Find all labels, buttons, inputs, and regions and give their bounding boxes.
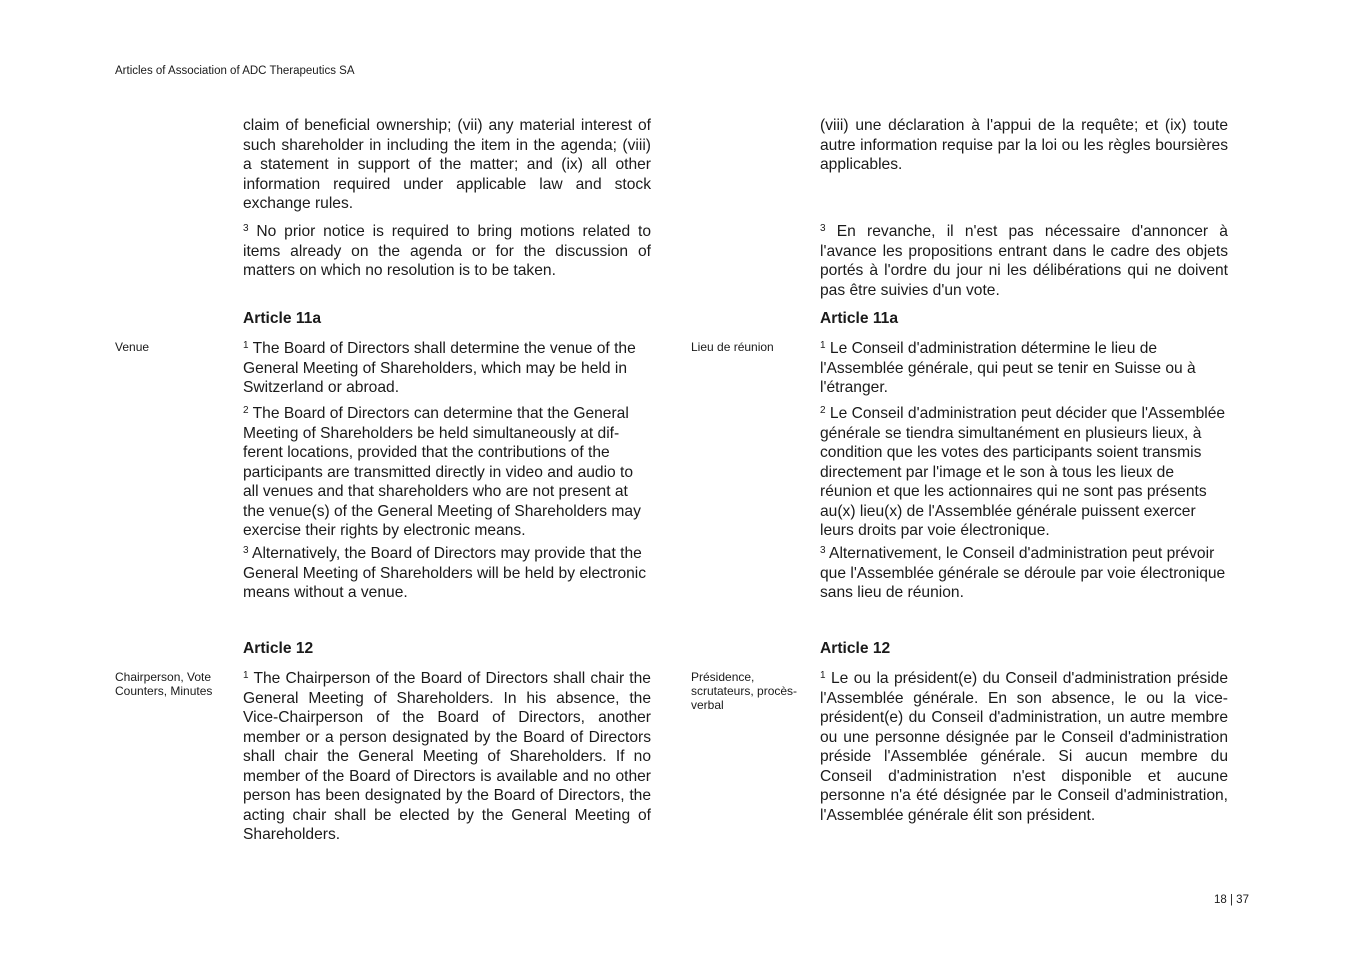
- fr-margin-note-lieu: Lieu de réunion: [691, 340, 774, 354]
- en-margin-note-chairperson: Chairperson, Vote Counters, Minutes: [115, 670, 213, 698]
- en-paragraph-3: [243, 222, 651, 281]
- paragraph-number: 2: [820, 405, 826, 416]
- paragraph-number: 3: [820, 545, 826, 556]
- fr-art11a-paragraph-1: [820, 339, 1228, 398]
- fr-paragraph-3: [820, 222, 1228, 300]
- paragraph-text: Alternatively, the Board of Directors may provide that the General Meeting of Shareholders will be held by electronic means without a venue.: [243, 545, 647, 601]
- en-art11a-paragraph-2: [243, 404, 651, 541]
- paragraph-number: 2: [243, 405, 249, 416]
- paragraph-text: En revanche, il n'est pas nécessaire d'annoncer à l'avance les propositions entrant dans le cadre des objets portés à l'ordre du jour ni les délibérations qui ne doivent pas être suivies d'un vote.: [820, 223, 1228, 299]
- paragraph-text: Alternativement, le Conseil d'administration peut prévoir que l'Assemblée générale se déroule par voie électronique sans lieu de réunion.: [820, 545, 1226, 601]
- paragraph-number: 1: [820, 670, 826, 681]
- paragraph-text: No prior notice is required to bring motions related to items already on the agenda or for the discussion of matters on which no resolution is to be taken.: [243, 223, 651, 279]
- fr-continuation-paragraph: (viii) une déclaration à l'appui de la requête; et (ix) toute autre information requise par la loi ou les règles boursières applicables.: [820, 117, 1228, 173]
- paragraph-text: The Board of Directors can determine that the General Meeting of Shareholders be held simultaneously at different locations, provided that the contributions of the participants are transmitted directly in video and audio to all venues and that shareholders who are not present at the venue(s) of the General Meeting of Shareholders may exercise their rights by electronic means.: [243, 405, 641, 539]
- document-header: Articles of Association of ADC Therapeutics SA: [115, 65, 355, 77]
- paragraph-text: Le ou la président(e) du Conseil d'administration préside l'Assemblée générale. En son absence, le ou la vice-président(e) du Conseil d'administration, un autre membre ou une personne désignée par le Conseil d'administration préside l'Assemblée générale. Si aucun membre du Conseil d'administration n'est disponible et aucune personne n'a été désignée par le Conseil d'administration, l'Assemblée générale élit son président.: [820, 670, 1228, 824]
- paragraph-text: Le Conseil d'administration peut décider que l'Assemblée générale se tiendra simultanément en plusieurs lieux, à condition que les votes des participants soient transmis directement par l'image et le son à tous les lieux de réunion et que les actionnaires qui ne sont pas présents au(x) lieu(x) de l'Assemblée générale puissent exercer leurs droits par voie électronique.: [820, 405, 1226, 539]
- paragraph-number: 3: [820, 223, 826, 234]
- paragraph-text: Le Conseil d'administration détermine le lieu de l'Assemblée générale, qui peut se tenir en Suisse ou à l'étranger.: [820, 340, 1196, 396]
- en-article-12-heading: Article 12: [243, 640, 314, 657]
- en-art11a-paragraph-1: [243, 339, 651, 398]
- page-number: 18 | 37: [1214, 894, 1249, 906]
- paragraph-text: The Chairperson of the Board of Directors shall chair the General Meeting of Shareholders. In his absence, the Vice-Chairperson of the Board of Directors, another member or a person designated by the Board of Directors shall chair the General Meeting of Shareholders. If no member of the Board of Directors is available and no other person has been designated by the Board of Directors, the acting chair shall be elected by the General Meeting of Shareholders.: [243, 670, 651, 843]
- en-margin-note-venue: Venue: [115, 340, 150, 354]
- paragraph-text: The Board of Directors shall determine the venue of the General Meeting of Shareholders, which may be held in Switzerland or abroad.: [243, 340, 636, 396]
- paragraph-number: 3: [243, 545, 249, 556]
- paragraph-number: 1: [243, 340, 249, 351]
- fr-art11a-paragraph-2: [820, 404, 1228, 541]
- fr-article-11a-heading: Article 11a: [820, 310, 899, 327]
- fr-margin-note-presidence: Présidence, scrutateurs, procès-verbal: [691, 670, 798, 712]
- fr-art12-paragraph-1: [820, 669, 1228, 825]
- en-art12-paragraph-1: [243, 669, 651, 845]
- en-continuation-paragraph: claim of beneficial ownership; (vii) any material interest of such shareholder in including the item in the agenda; (viii) a statement in support of the matter; and (ix) all other information required under applicable law and stock exchange rules.: [243, 117, 651, 212]
- fr-art11a-paragraph-3: [820, 544, 1228, 603]
- paragraph-number: 3: [243, 223, 249, 234]
- en-art11a-paragraph-3: [243, 544, 651, 603]
- paragraph-number: 1: [243, 670, 249, 681]
- fr-article-12-heading: Article 12: [820, 640, 891, 657]
- paragraph-number: 1: [820, 340, 826, 351]
- en-article-11a-heading: Article 11a: [243, 310, 322, 327]
